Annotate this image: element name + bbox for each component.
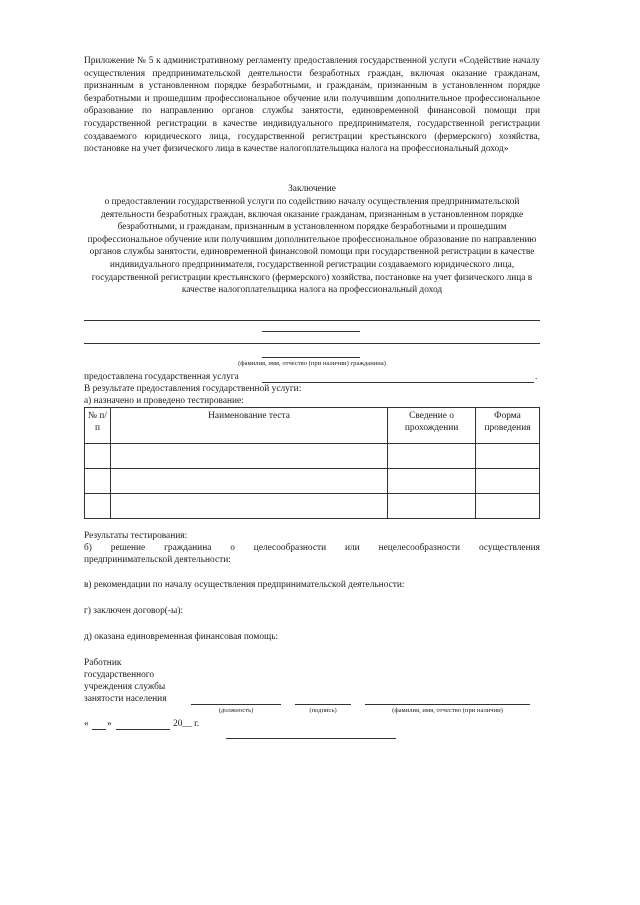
col-header-form: Форма проведения [476, 408, 540, 444]
conclusion-text: о предоставлении государственной услуги по содействию началу осуществления предпринимательской деятельности безработных граждан, включая оказание гражданам, признанным в установленном порядке безработными, и гражданам, признанным в установленном порядке безработными и прошедшим профессиональное обучение или получившим дополнительное профессиональное образование по направлению органов службы занятости, единовременной финансовой помощи при государственной регистрации в качестве индивидуального предпринимателя, государственной регистрации создаваемого юридического лица, государственной регистрации крестьянского (фермерского) хозяйства, постановке на учет физического лица в качестве налогоплательщика налога на профессиональный доход [87, 197, 537, 296]
item-b-word: нецелесообразности [378, 543, 461, 553]
date-open-quote: « [84, 719, 89, 729]
result-intro: В результате предоставления государственной услуги: [84, 384, 302, 394]
blank-line-short-2 [262, 357, 360, 358]
position-line [191, 704, 281, 705]
date-month-line [116, 729, 170, 730]
date-year: 20__ г. [173, 719, 200, 729]
caption-signature: (подпись) [309, 707, 337, 714]
signature-line [295, 704, 351, 705]
blank-line-2 [84, 343, 540, 344]
item-b-word: осуществления [478, 543, 540, 553]
citizen-caption: (фамилия, имя, отчество (при наличии) гражданина) [238, 360, 386, 367]
caption-name: (фамилия, имя, отчество (при наличии) [392, 707, 503, 714]
table-cell[interactable] [476, 444, 540, 469]
table-row [85, 469, 540, 494]
tests-table [84, 407, 540, 519]
table-cell[interactable] [476, 494, 540, 519]
annex-header: Приложение № 5 к административному регламенту предоставления государственной услуги «Содействие началу осуществления предпринимательской деятельности безработных граждан, включая оказание гражданам, признанным в установленном порядке безработными, и гражданам, признанным в установленном порядке безработными и прошедшим профессиональное обучение или получившим дополнительное профессиональное образование по направлению органов службы занятости, единовременной финансовой помощи при государственной регистрации в качестве индивидуального предпринимателя, государственной регистрации создаваемого юридического лица, государственной регистрации крестьянского (фермерского) хозяйства, постановке на учет физического лица в качестве налогоплательщика налога на профессиональный доход» [84, 56, 540, 155]
table-cell[interactable] [388, 494, 476, 519]
item-v: в) рекомендации по началу осуществления предпринимательской деятельности: [84, 580, 405, 590]
blank-line-1 [84, 320, 540, 321]
item-b-word: о [230, 543, 235, 553]
item-b-word: целесообразности [253, 543, 327, 553]
item-d: д) оказана единовременная финансовая помощь: [84, 632, 279, 642]
service-provided-line [262, 382, 534, 383]
col-header-test-name: Наименование теста [110, 408, 387, 444]
item-g: г) заключен договор(-ы): [84, 606, 184, 616]
worker-line: государственного [84, 670, 155, 680]
table-cell[interactable] [110, 469, 387, 494]
date-close-quote: » [107, 719, 112, 729]
table-cell[interactable] [388, 444, 476, 469]
item-b-word: решение [110, 543, 146, 553]
worker-line: учреждения службы [84, 682, 166, 692]
col-header-number: № п/п [85, 408, 111, 444]
table-cell[interactable] [85, 469, 111, 494]
test-results-label: Результаты тестирования: [84, 531, 188, 541]
worker-line: занятости населения [84, 694, 167, 704]
bottom-line [226, 738, 396, 739]
table-cell[interactable] [110, 444, 387, 469]
table-cell[interactable] [476, 469, 540, 494]
table-cell[interactable] [85, 494, 111, 519]
blank-line-short [262, 331, 360, 332]
name-line [365, 704, 530, 705]
item-a: а) назначено и проведено тестирование: [84, 396, 244, 406]
item-b-word: гражданина [164, 543, 212, 553]
worker-line: Работник [84, 658, 122, 668]
item-b-word: б) [84, 543, 92, 553]
caption-position: (должность) [218, 707, 254, 714]
col-header-completion: Сведение о прохождении [388, 408, 476, 444]
conclusion-title: Заключение [288, 184, 336, 194]
table-row [85, 494, 540, 519]
table-cell[interactable] [388, 469, 476, 494]
service-provided-dot: . [535, 372, 538, 382]
table-cell[interactable] [85, 444, 111, 469]
item-b-rest: предпринимательской деятельности: [84, 555, 231, 565]
table-cell[interactable] [110, 494, 387, 519]
date-day-line [92, 729, 106, 730]
service-provided-label: предоставлена государственная услуга [84, 372, 239, 382]
item-b-word: или [344, 543, 360, 553]
table-header-row [85, 408, 540, 444]
item-b-line [84, 542, 540, 554]
table-row [85, 444, 540, 469]
